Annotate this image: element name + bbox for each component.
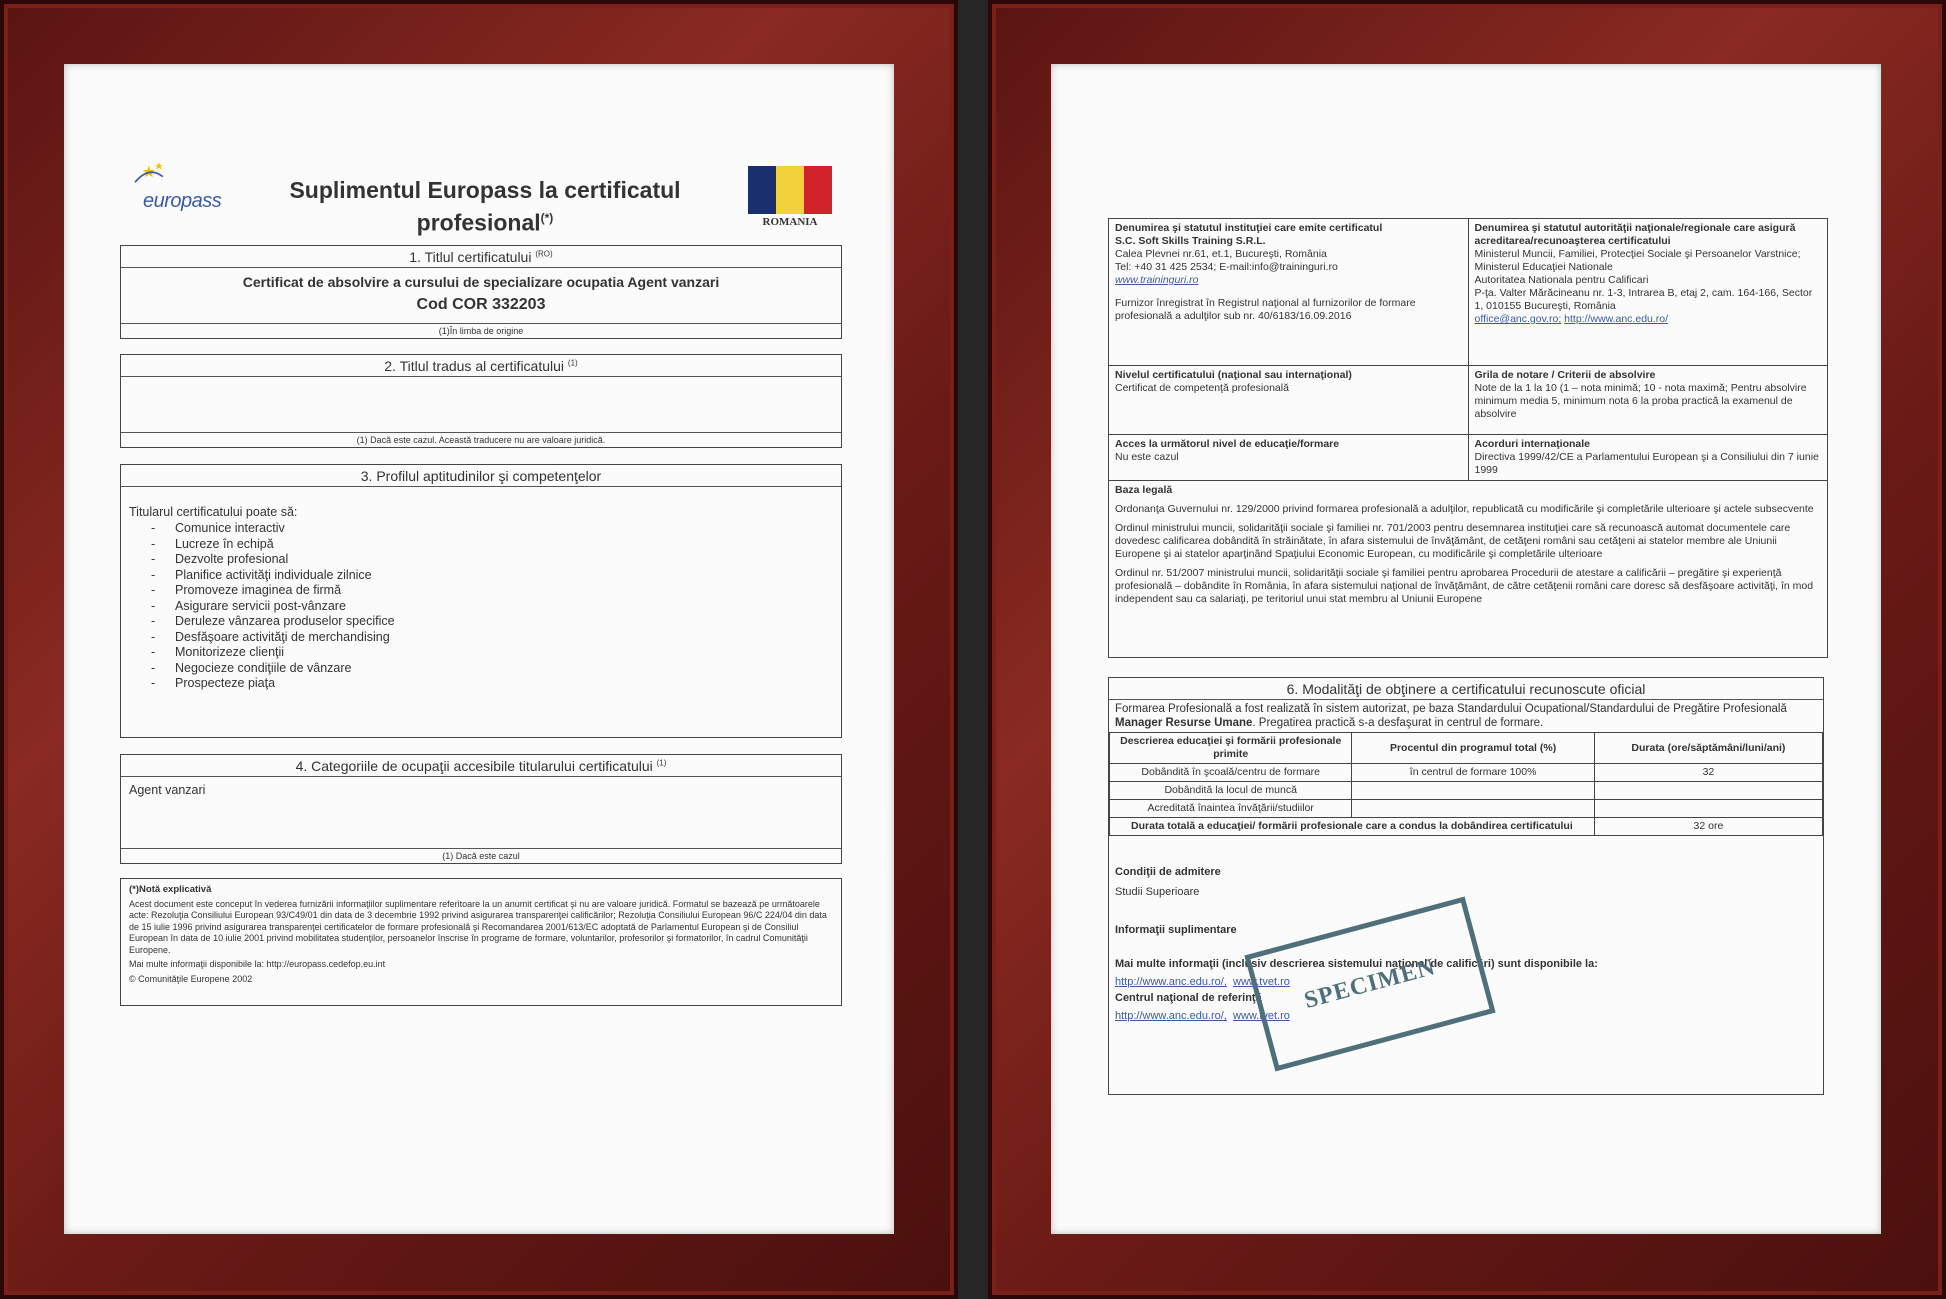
level-cell	[1109, 366, 1469, 435]
note-body: Acest document este conceput în vederea furnizării informaţiilor suplimentare referitoare la un anumit certificat şi nu are valoare juridică. Formatul se bazează pe următoarele acte: Rezoluţia Consiliului European 93/C49/01 din data de 3 decembrie 1992 privind asigurarea transparenţei calificărilor; Rezoluţia Consiliului European 96/C 224/04 din data de 15 iulie 1996 privind asigurarea transparenţei certificatelor de formare profesională şi Recomandarea 2001/613/EC adoptată de Parlamentul European şi de Consiliul European în data de 10 iulie 2001 privind mobilitatea studenţilor, persoanelor înscrise în programe de formare, voluntarilor, profesorilor şi formatorilor, în cadrul Comunităţii Europene.	[129, 898, 827, 955]
access-value: Nu este cazul	[1115, 451, 1179, 463]
skills-intro: Titularul certificatului poate să:	[129, 505, 298, 519]
legal-basis-item: Ordinul ministrului muncii, solidarităţii sociale şi familiei nr. 701/2003 pentru desemnarea instituţiei care să recunoască automat documentele care dovedesc calificarea dobândită în străinătate, în afara sistemului de învăţământ, de cetăţeni români sau cetăţeni ai statelor membre ale Uniunii Europene şi ai statelor aparţinând Spaţiului Economic European, cu modificările şi completările ulterioare	[1115, 522, 1791, 560]
col-header-duration: Durata (ore/săptămâni/luni/ani)	[1594, 733, 1822, 764]
legal-basis-item: Ordonanţa Guvernului nr. 129/2000 privind formarea profesională a adulţilor, republicată cu modificările şi completările ulterioare şi actele subsecvente	[1115, 503, 1814, 515]
section-2-header: 2. Titlul tradus al certificatului $^{(1)}$	[121, 355, 841, 377]
authority-ministry-labour: Ministerul Muncii, Familiei, Protecţiei Sociale şi Persoanelor Varstnice;	[1474, 248, 1801, 260]
explanatory-note	[120, 878, 842, 1006]
grading-label: Grila de notare / Criterii de absolvire	[1474, 369, 1656, 381]
authority-label: Denumirea şi statutul autorităţii naţionale/regionale care asigură acreditarea/recunoaşterea certificatului	[1474, 222, 1796, 247]
list-item: - Negocieze condiţiile de vânzare	[151, 661, 833, 677]
admission-label: Condiţii de admitere	[1115, 866, 1221, 878]
col-header-percent: Procentul din programul total (%)	[1352, 733, 1594, 764]
list-item: - Desfăşoare activităţi de merchandising	[151, 630, 833, 646]
list-item: - Asigurare servicii post-vânzare	[151, 599, 833, 615]
anc-link[interactable]: http://www.anc.edu.ro/,	[1115, 1010, 1227, 1022]
level-value: Certificat de competenţă profesională	[1115, 382, 1289, 394]
section-4-footnote: (1) Dacă este cazul	[121, 848, 841, 863]
total-duration-label: Durata totală a educaţiei/ formării profesionale care a condus la dobândirea certificatului	[1110, 818, 1595, 836]
certificate-title: Certificat de absolvire a cursului de specializare ocupatia Agent vanzari	[242, 274, 720, 290]
anc-link[interactable]: http://www.anc.edu.ro/,	[1115, 976, 1227, 988]
europass-logo: europass	[143, 190, 222, 212]
authority-website-link[interactable]: http://www.anc.edu.ro/	[1564, 313, 1669, 325]
col-header-description: Descrierea educaţiei şi formării profesionale primite	[1110, 733, 1352, 764]
section-4-header: 4. Categoriile de ocupaţii accesibile titularului certificatului $^{(1)}$	[121, 755, 841, 777]
admission-value: Studii Superioare	[1115, 886, 1200, 898]
authority-address: P-ţa. Valter Mărăcineanu nr. 1-3, Intrarea B, etaj 2, cam. 164-166, Sector 1, 010155 Bucureşti, România	[1474, 287, 1813, 312]
section-1-header: 1. Titlul certificatului $^{(RO)}$	[121, 246, 841, 268]
agreements-cell	[1468, 435, 1828, 481]
level-label: Nivelul certificatului (naţional sau internaţional)	[1115, 369, 1352, 381]
access-label: Acces la următorul nivel de educaţie/formare	[1115, 438, 1340, 450]
section-3-skills	[120, 464, 842, 738]
institution-name: S.C. Soft Skills Training S.R.L.	[1115, 235, 1266, 247]
reference-centre-label: Centrul naţional de referinţă	[1115, 992, 1262, 1004]
document-title: Suplimentul Europass la certificatul profesional(*)	[289, 177, 681, 236]
additional-info-label: Informaţii suplimentare	[1115, 924, 1237, 936]
grading-cell	[1468, 366, 1828, 435]
note-copyright: © Comunităţile Europene 2002	[129, 973, 253, 984]
section-2-translated-title	[120, 354, 842, 448]
note-title: (*)Notă explicativă	[129, 884, 212, 895]
tvet-link[interactable]: www.tvet.ro	[1233, 1010, 1290, 1022]
romania-flag	[748, 166, 832, 214]
list-item: - Promoveze imaginea de firmă	[151, 583, 833, 599]
skills-list	[129, 521, 833, 692]
grading-value: Note de la 1 la 10 (1 – nota minimă; 10 - nota maximă; Pentru absolvire minimum media 5, minimum nota 6 la proba practică la examenul de absolvire	[1474, 382, 1807, 420]
section-6-header: 6. Modalităţi de obţinere a certificatului recunoscute oficial	[1109, 678, 1823, 700]
authority-email-link[interactable]: office@anc.gov.ro;	[1474, 313, 1562, 325]
institution-registration: Furnizor înregistrat în Registrul naţional al furnizorilor de formare profesională a adulţilor sub nr. 40/6183/16.09.2016	[1115, 297, 1416, 322]
more-info-label: Mai multe informaţii (inclusiv descrierea sistemului naţional de calificări) sunt disponibile la:	[1115, 958, 1598, 970]
list-item: - Dezvolte profesional	[151, 552, 833, 568]
tvet-link[interactable]: www.tvet.ro	[1233, 976, 1290, 988]
training-table	[1109, 732, 1823, 836]
institution-address: Calea Plevnei nr.61, et.1, Bucureşti, România	[1115, 248, 1327, 260]
list-item: - Lucreze în echipă	[151, 537, 833, 553]
table-row: Dobândită în şcoală/centru de formare în centrul de formare 100% 32	[1110, 764, 1823, 782]
occupation-value: Agent vanzari	[129, 783, 206, 797]
issuing-institution-cell	[1109, 219, 1469, 366]
institution-website-link[interactable]: www.traininguri.ro	[1115, 274, 1199, 286]
authority-ministry-education: Ministerul Educaţiei Nationale	[1474, 261, 1613, 273]
list-item: - Planifice activităţi individuale zilnice	[151, 568, 833, 584]
authority-cell	[1468, 219, 1828, 366]
agreements-label: Acorduri internaţionale	[1474, 438, 1591, 450]
specimen-stamp: SPECIMEN	[1244, 897, 1495, 1072]
legal-basis-label: Baza legală	[1115, 484, 1173, 496]
section-4-occupations	[120, 754, 842, 864]
section-6-lead: Formarea Profesională a fost realizată în sistem autorizat, pe baza Standardului Ocupational/Standardului de Pregătire Profesională Manager Resurse Umane. Pregatirea practică s-a desfaşurat in centrul de formare.	[1115, 703, 1787, 729]
legal-basis-cell	[1109, 481, 1828, 658]
institution-contact: Tel: +40 31 425 2534; E-mail:info@traininguri.ro	[1115, 261, 1338, 273]
list-item: - Prospecteze piaţa	[151, 676, 833, 692]
total-duration-value: 32 ore	[1594, 818, 1822, 836]
legal-basis-item: Ordinul nr. 51/2007 ministrului muncii, solidarităţii sociale şi familiei pentru aprobarea Procedurii de atestare a calificării – pregătire şi experienţă profesională – dobândite în România, în afara sistemului naţional de învăţământ, de către cetăţenii români care doresc să desfăşoare activităţi, în mod independent sau ca salariaţi, pe teritoriul unui stat membru al Uniunii Europene	[1115, 567, 1814, 605]
access-cell	[1109, 435, 1469, 481]
agreements-value: Directiva 1999/42/CE a Parlamentului European şi a Consiliului din 7 iunie 1999	[1474, 451, 1819, 476]
section-2-footnote: (1) Dacă este cazul. Această traducere nu are valoare juridică.	[121, 432, 841, 447]
section-1-footnote: (1)În limba de origine	[121, 323, 841, 338]
institution-table	[1108, 218, 1828, 658]
table-row: Dobândită la locul de muncă	[1110, 782, 1823, 800]
flag-label: ROMANIA	[762, 216, 818, 228]
section-6-recognition	[1108, 677, 1824, 1095]
section-3-header: 3. Profilul aptitudinilor şi competenţelor	[121, 465, 841, 487]
list-item: - Comunice interactiv	[151, 521, 833, 537]
table-row: Acreditată înaintea învăţării/studiilor	[1110, 800, 1823, 818]
issuing-institution-label: Denumirea şi statutul instituţiei care emite certificatul	[1115, 222, 1383, 234]
note-more-info: Mai multe informaţii disponibile la: http://europass.cedefop.eu.int	[129, 959, 386, 969]
authority-anc: Autoritatea Nationala pentru Calificari	[1474, 274, 1649, 286]
list-item: - Deruleze vânzarea produselor specifice	[151, 614, 833, 630]
cod-cor: Cod COR 332203	[416, 296, 546, 313]
section-1-title	[120, 245, 842, 339]
list-item: - Monitorizeze clienţii	[151, 645, 833, 661]
